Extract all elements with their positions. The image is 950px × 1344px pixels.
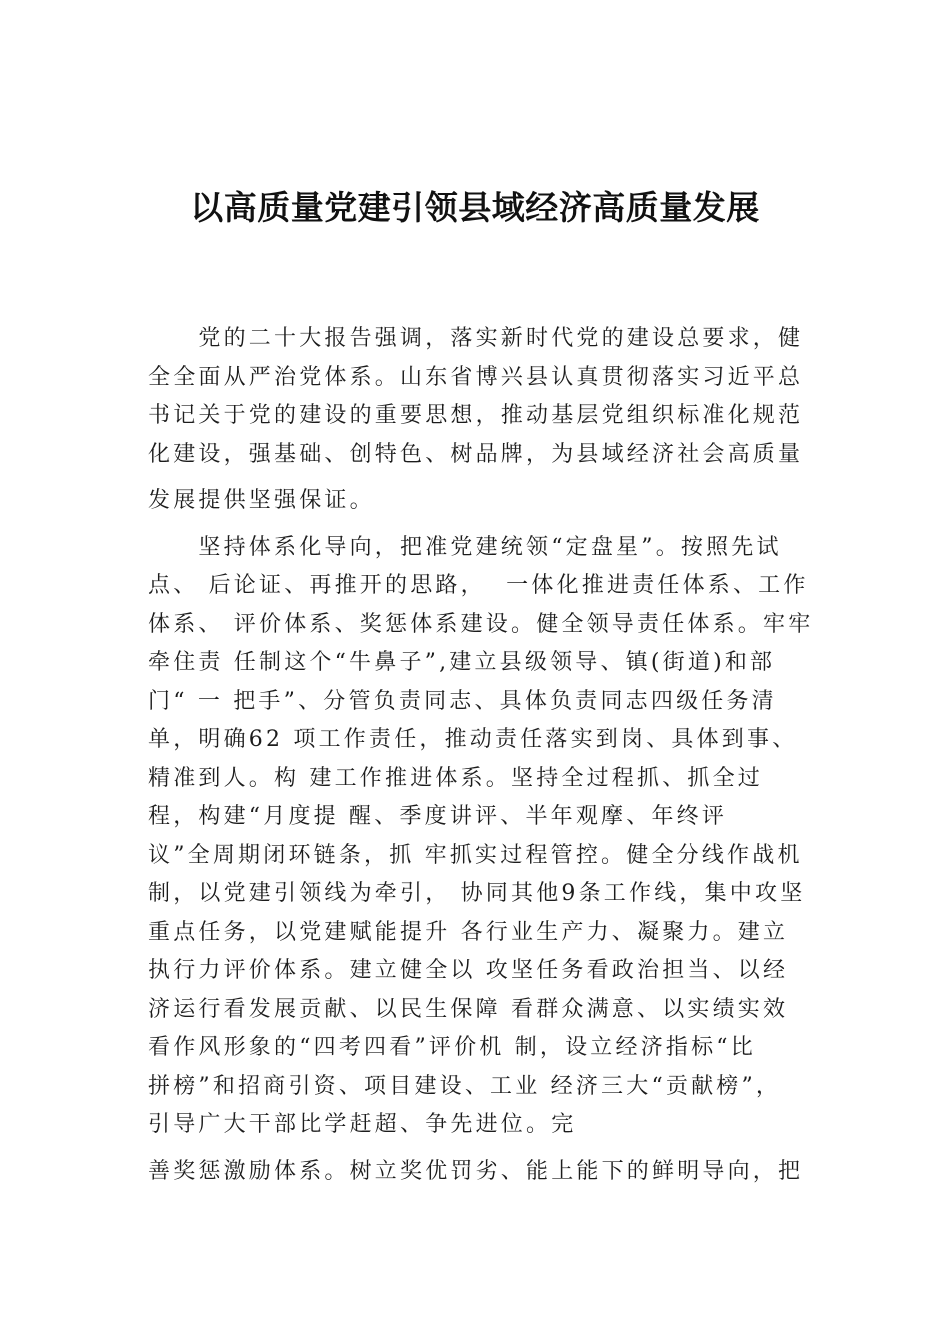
text-line: 门“ 一 把手”、分管负责同志、具体负责同志四级任务清 <box>148 688 777 714</box>
text-line: 发展提供坚强保证。 <box>148 488 375 513</box>
text-line: 书记关于党的建设的重要思想，推动基层党组织标准化规范 <box>148 403 804 428</box>
document-title: 以高质量党建引领县域经济高质量发展 <box>190 188 760 227</box>
text-line: 看作风形象的“四考四看”评价机 制，设立经济指标“比 <box>148 1035 756 1060</box>
document-body <box>148 320 814 1191</box>
text-line: 全全面从严治党体系。山东省博兴县认真贯彻落实习近平总 <box>148 364 804 390</box>
text-line: 程，构建“月度提 醒、季度讲评、半年观摩、年终评 <box>148 804 728 829</box>
paragraph-gap <box>148 521 808 529</box>
line-gap <box>148 474 808 482</box>
text-line: 议”全周期闭环链条，抓 牢抓实过程管控。健全分线作战机 <box>148 842 803 868</box>
text-line: 党的二十大报告强调，落实新时代党的建设总要求，健 <box>148 326 804 351</box>
text-line: 体系、 评价体系、奖惩体系建设。健全领导责任体系。牢牢 <box>148 611 814 637</box>
text-line: 济运行看发展贡献、以民生保障 看群众满意、以实绩实效 <box>148 996 789 1022</box>
text-line: 执行力评价体系。建立健全以 攻坚任务看政治担当、以经 <box>148 958 789 983</box>
text-line: 引导广大干部比学赶超、争先进位。完 <box>148 1112 577 1137</box>
text-line: 精准到人。构 建工作推进体系。坚持全过程抓、抓全过 <box>148 765 763 791</box>
line-gap <box>148 1145 808 1153</box>
text-line: 牵住责 任制这个“牛鼻子”,建立县级领导、镇(街道)和部 <box>148 650 776 675</box>
text-line: 化建设，强基础、创特色、树品牌，为县域经济社会高质量 <box>148 441 804 467</box>
text-line: 制，以党建引领线为牵引， 协同其他9条工作线，集中攻坚 <box>148 881 806 906</box>
text-line: 拼榜”和招商引资、项目建设、工业 经济三大“贡献榜”， <box>148 1073 782 1099</box>
text-line: 坚持体系化导向，把准党建统领“定盘星”。按照先试 <box>148 534 782 560</box>
text-line: 单，明确62 项工作责任，推动责任落实到岗、具体到事、 <box>148 727 798 752</box>
text-line: 点、 后论证、再推开的思路， 一体化推进责任体系、工作 <box>148 573 809 598</box>
text-line: 善奖惩激励体系。树立奖优罚劣、能上能下的鲜明导向，把 <box>148 1158 804 1184</box>
text-line: 重点任务，以党建赋能提升 各行业生产力、凝聚力。建立 <box>148 919 789 945</box>
